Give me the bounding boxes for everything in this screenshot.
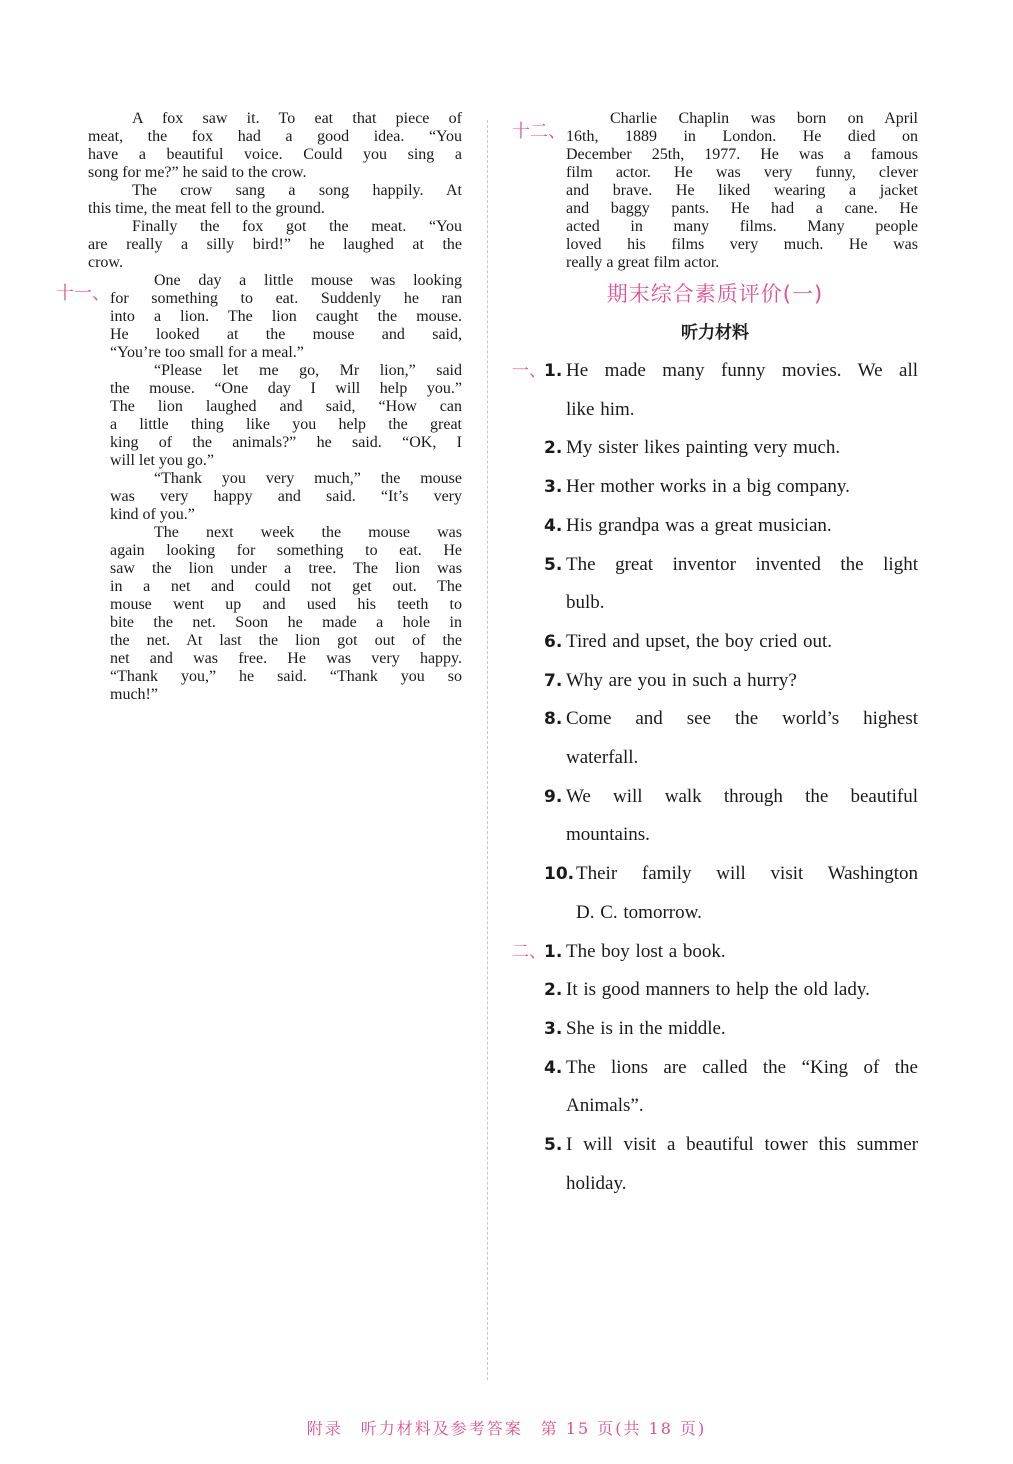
list-item — [512, 623, 918, 662]
page-footer: 附录 听力材料及参考答案 第 15 页(共 18 页) — [306, 1419, 707, 1438]
text-line: meat, the fox had a good idea. “You — [88, 128, 462, 145]
list-item — [512, 855, 918, 932]
text-line: The boy lost a book. — [566, 940, 726, 962]
item-number: 6. — [544, 631, 563, 652]
text-line: It is good manners to help the old lady. — [566, 979, 870, 1001]
text-line: One day a little mouse was looking — [154, 272, 462, 289]
text-line: D. C. tomorrow. — [576, 901, 702, 923]
text-line: this time, the meat fell to the ground. — [88, 200, 325, 217]
text-line: Animals”. — [566, 1095, 644, 1117]
left-column — [58, 110, 462, 704]
text-line: a little thing like you help the great — [110, 416, 462, 433]
text-line: the net. At last the lion got out of the — [110, 632, 462, 649]
item-number: 8. — [544, 709, 563, 730]
item-number: 3. — [544, 1018, 563, 1039]
text-line: The crow sang a song happily. At — [132, 182, 462, 199]
text-line: mouse went up and used his teeth to — [110, 596, 462, 613]
item-number: 9. — [544, 786, 563, 807]
text-line: Their family will visit Washington — [576, 863, 918, 885]
text-line: The next week the mouse was — [154, 524, 462, 541]
text-line: saw the lion under a tree. The lion was — [110, 560, 462, 577]
item-number: 1. — [544, 941, 563, 962]
text-line: for something to eat. Suddenly he ran — [110, 290, 462, 307]
text-line: and brave. He liked wearing a jacket — [566, 182, 918, 199]
text-line: We will walk through the beautiful — [566, 785, 918, 807]
item-number: 2. — [544, 438, 563, 459]
text-line: again looking for something to eat. He — [110, 542, 462, 559]
text-line: Tired and upset, the boy cried out. — [566, 630, 832, 652]
text-line: December 25th, 1977. He was a famous — [566, 146, 918, 163]
list-item — [512, 507, 918, 546]
text-line: and baggy pants. He had a cane. He — [566, 200, 918, 217]
item-number: 3. — [544, 477, 563, 498]
text-line: His grandpa was a great musician. — [566, 514, 832, 536]
text-line: king of the animals?” he said. “OK, I — [110, 434, 462, 451]
text-line: He looked at the mouse and said, — [110, 326, 462, 343]
list-item — [512, 546, 918, 623]
text-line: have a beautiful voice. Could you sing a — [88, 146, 462, 163]
text-line: film actor. He was very funny, clever — [566, 164, 918, 181]
list-item — [512, 1049, 918, 1126]
list-item — [512, 429, 918, 468]
text-line: will let you go.” — [110, 452, 214, 469]
text-line: are really a silly bird!” he laughed at the — [88, 236, 462, 253]
text-line: holiday. — [566, 1172, 627, 1194]
item-number: 5. — [544, 1135, 563, 1156]
item-number: 2. — [544, 980, 563, 1001]
list-item — [512, 468, 918, 507]
text-line: was very happy and said. “It’s very — [110, 488, 462, 505]
text-line: like him. — [566, 398, 635, 420]
text-line: A fox saw it. To eat that piece of — [132, 110, 462, 127]
section-12-label: 十二、 — [512, 121, 566, 142]
column-divider — [487, 120, 488, 1380]
list-item — [512, 778, 918, 855]
listening-group-2 — [512, 933, 918, 1204]
item-number: 5. — [544, 554, 563, 575]
item-number: 7. — [544, 670, 563, 691]
text-line: “Thank you very much,” the mouse — [154, 470, 462, 487]
section-11-label: 十一、 — [56, 283, 110, 304]
list-item — [512, 352, 918, 429]
text-line: net and was free. He was very happy. — [110, 650, 462, 667]
item-number: 4. — [544, 1057, 563, 1078]
text-line: acted in many films. Many people — [566, 218, 918, 235]
item-number: 1. — [544, 361, 563, 381]
text-line: bite the net. Soon he made a hole in — [110, 614, 462, 631]
text-line: She is in the middle. — [566, 1017, 726, 1039]
text-line: Finally the fox got the meat. “You — [132, 218, 462, 235]
text-line: The lions are called the “King of the — [566, 1056, 918, 1078]
text-line: bulb. — [566, 592, 605, 614]
text-line: “Please let me go, Mr lion,” said — [154, 362, 462, 379]
section-11 — [58, 272, 462, 704]
item-number: 10. — [544, 864, 575, 885]
list-item — [512, 971, 918, 1010]
text-line: really a great film actor. — [566, 254, 720, 271]
text-line: the mouse. “One day I will help you.” — [110, 380, 462, 397]
text-line: crow. — [88, 254, 123, 271]
text-line: 16th, 1889 in London. He died on — [566, 128, 918, 145]
group-2-label: 二、 — [512, 941, 546, 962]
section-12 — [512, 110, 918, 272]
list-item — [512, 1010, 918, 1049]
text-line: “Thank you,” he said. “Thank you so — [110, 668, 462, 685]
listening-subheading: 听力材料 — [681, 323, 749, 343]
group-1-label: 一、 — [512, 361, 546, 381]
text-line: I will visit a beautiful tower this summer — [566, 1134, 918, 1156]
list-item — [512, 662, 918, 701]
list-item — [512, 933, 918, 972]
fox-crow-story — [88, 110, 462, 272]
text-line: He made many funny movies. We all — [566, 360, 918, 381]
text-line: loved his films very much. He was — [566, 236, 918, 253]
listening-group-1 — [512, 352, 918, 933]
text-line: mountains. — [566, 824, 650, 846]
right-column — [512, 110, 918, 1203]
text-line: kind of you.” — [110, 506, 195, 523]
text-line: The lion laughed and said, “How can — [110, 398, 462, 415]
text-line: Why are you in such a hurry? — [566, 669, 797, 691]
text-line: song for me?” he said to the crow. — [88, 164, 307, 181]
list-item — [512, 700, 918, 777]
exam-heading: 期末综合素质评价(一) — [606, 282, 824, 306]
text-line: in a net and could not get out. The — [110, 578, 462, 595]
text-line: The great inventor invented the light — [566, 553, 918, 575]
text-line: “You’re too small for a meal.” — [110, 344, 304, 361]
text-line: Come and see the world’s highest — [566, 708, 918, 730]
item-number: 4. — [544, 515, 563, 536]
text-line: Charlie Chaplin was born on April — [610, 110, 918, 127]
text-line: into a lion. The lion caught the mouse. — [110, 308, 462, 325]
text-line: much!” — [110, 686, 158, 703]
text-line: Her mother works in a big company. — [566, 476, 850, 498]
text-line: My sister likes painting very much. — [566, 437, 841, 459]
text-line: waterfall. — [566, 747, 639, 769]
list-item — [512, 1126, 918, 1203]
